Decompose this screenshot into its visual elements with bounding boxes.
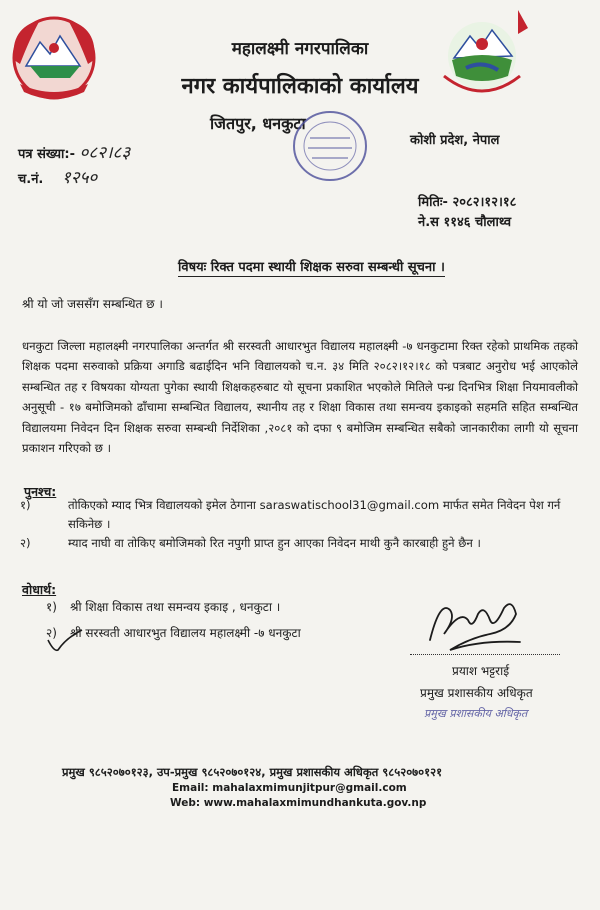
footer-email[interactable]: Email: mahalaxmimunjitpur@gmail.com <box>172 782 407 794</box>
office-stamp-icon <box>290 108 370 184</box>
notice-body: धनकुटा जिल्ला महालक्ष्मी नगरपालिका अन्तर्गत श्री सरस्वती आधारभुत विद्यालय महालक्ष्मी -७ धनकुटामा रिक्त रहेको प्राथमिक तहको शिक्षक पदमा सरुवाको प्रक्रिया अगाडि बढाईदिन भनि विद्यालयको च.न. ३४ मिति २०८२।१२।१८ को पत्रबाट अनुरोध भई आएकोले सम्बन्धित तह र विषयका योग्यता पुगेका स्थायी शिक्षकहरुबाट यो सूचना प्रकाशित भएकोले मितिले पन्ध्र दिनभित्र शिक्षा नियमावलीको अनुसूची - १७ बमोजिमको ढाँचामा सम्बन्धित विद्यालय, स्थानीय तह र शिक्षा विकास तथा समन्वय इकाइको सहमति सहित सम्बन्धित विद्यालयमा निवेदन दिन शिक्षक सरुवा सम्बन्धी निर्देशिका ,२०८१ को दफा ९ बमोजिम सम्बन्धित सबैको जानकारीका लागी यो सूचना प्रकाशन गरिएको छ । <box>22 339 578 456</box>
province-label: कोशी प्रदेश, नेपाल <box>410 133 500 148</box>
footer-website[interactable]: Web: www.mahalaxmimundhankuta.gov.np <box>170 797 427 809</box>
note-item <box>20 534 588 553</box>
cc-item <box>46 598 280 615</box>
signatory-title: प्रमुख प्रशासकीय अधिकृत <box>420 686 533 700</box>
cc-item <box>46 624 301 641</box>
note-item <box>20 496 588 534</box>
salutation: श्री यो जो जससँग सम्बन्धित छ । <box>22 297 163 311</box>
signature-line <box>410 654 560 655</box>
check-mark-icon <box>44 628 84 654</box>
note-item-number: २) <box>20 536 31 550</box>
dispatch-number <box>18 165 97 188</box>
office-name: नगर कार्यपालिकाको कार्यालय <box>181 74 419 99</box>
cc-item-text: श्री शिक्षा विकास तथा समन्वय इकाइ , धनकुटा । <box>70 600 281 614</box>
nepal-sambat-date: ने.स ११४६ चौलाथ्व <box>418 215 512 230</box>
dispatch-number-label: च.नं. <box>18 172 44 187</box>
footer-phones: प्रमुख ९८५२०७०१२३, उप-प्रमुख ९८५२०७०१२४, प्रमुख प्रशासकीय अधिकृत ९८५२०७०१२१ <box>62 765 443 779</box>
cc-label: वोधार्थ: <box>22 582 57 597</box>
note-item-number: १) <box>20 498 31 512</box>
municipality-name: महालक्ष्मी नगरपालिका <box>231 39 369 59</box>
letter-number-value: ०८२।८३ <box>79 143 131 163</box>
cc-item-text: श्री सरस्वती आधारभुत विद्यालय महालक्ष्मी -७ धनकुटा <box>70 626 301 640</box>
letter-number-label: पत्र संख्या:- <box>18 147 75 162</box>
note-item-text: म्याद नाघी वा तोकिए बमोजिमको रित नपुगी प्राप्त हुन आएका निवेदन माथी कुनै कारबाही हुने छैन । <box>68 536 481 550</box>
signatory-stamp: प्रमुख प्रशासकीय अधिकृत <box>424 707 528 720</box>
municipality-logo-icon <box>432 6 532 106</box>
letter-date: मितिः- २०८२।१२।१८ <box>418 195 517 210</box>
signatory-name: प्रयाश भट्टराई <box>452 664 510 678</box>
note-item-text: तोकिएको म्याद भित्र विद्यालयको इमेल ठेगाना saraswatischool31@gmail.com मार्फत समेत निवेदन पेश गर्न सकिनेछ । <box>68 498 561 531</box>
note-label: पुनश्च: <box>24 484 57 499</box>
cc-item-number: २) <box>46 626 57 640</box>
dispatch-number-value: १२५० <box>61 168 98 188</box>
signature-icon <box>420 590 530 660</box>
cc-item-number: १) <box>46 600 57 614</box>
letter-number <box>18 140 130 163</box>
nepal-emblem-icon <box>0 8 108 108</box>
letter-subject: विषयः रिक्त पदमा स्थायी शिक्षक सरुवा सम्बन्धी सूचना । <box>178 257 445 277</box>
office-location: जितपुर, धनकुटा <box>210 114 306 133</box>
